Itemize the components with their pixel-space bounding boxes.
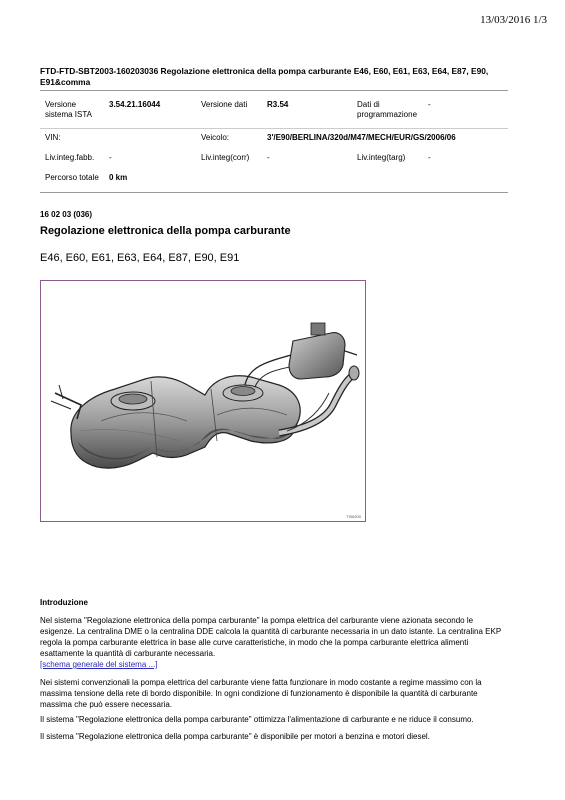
target-integration-label: Liv.integ(targ): [357, 153, 406, 162]
print-date: 13/03/2016 1/3: [480, 14, 547, 26]
section-code: 16 02 03 (036): [40, 210, 93, 219]
mileage-label: Percorso totale: [45, 173, 99, 182]
factory-integration-label: Liv.integ.fabb.: [45, 153, 95, 162]
programming-data-label: Dati di programmazione: [357, 100, 418, 119]
figure-label: TI06200: [346, 514, 361, 519]
intro-paragraph-2: Nei sistemi convenzionali la pompa elettrica del carburante viene fatta funzionare in modo costante a regime massimo con la massima tensione della rete di bordo disponibile. In ogni condizione di funzionamento è disponibile la quantità di carburante massima che può essere necessaria.: [40, 678, 482, 709]
info-row-version: [40, 100, 510, 124]
data-version-label: Versione dati: [201, 100, 248, 109]
info-row-integration: [40, 153, 510, 173]
fuel-tank-figure: [40, 280, 366, 522]
info-table: [40, 100, 510, 193]
intro-paragraph-3: Il sistema "Regolazione elettronica della pompa carburante" ottimizza l'alimentazione di carburante e ne riduce il consumo.: [40, 715, 474, 724]
intro-heading: Introduzione: [40, 598, 88, 607]
ista-version-label: Versione sistema ISTA: [45, 100, 92, 119]
section-title: Regolazione elettronica della pompa carburante: [40, 225, 291, 237]
document-title: FTD-FTD-SBT2003-160203036 Regolazione elettronica della pompa carburante E46, E60, E61, E63, E64, E87, E90, E91&comma: [40, 66, 489, 87]
schema-link-wrapper: [40, 659, 508, 670]
info-row-mileage: [40, 173, 510, 193]
info-row-vehicle: [40, 133, 510, 153]
vehicle-label: Veicolo:: [201, 133, 230, 142]
divider-top: [40, 90, 508, 91]
target-integration-value: -: [428, 153, 431, 162]
intro-paragraph-1: Nel sistema "Regolazione elettronica della pompa carburante" la pompa elettrica del carburante viene azionata secondo le esigenze. La centralina DME o la centralina DDE calcola la quantità di carburante necessaria in un dato istante. La centralina EKP regola la pompa carburante elettrica in base alle curve caratteristiche, in modo che la pompa carburante elettrica alimenti esattamente la quantità di carburante necessaria.: [40, 616, 502, 658]
factory-integration-value: -: [109, 153, 112, 162]
system-overview-link[interactable]: [schema generale del sistema ...]: [40, 660, 158, 669]
section-models: E46, E60, E61, E63, E64, E87, E90, E91: [40, 252, 240, 264]
vin-label: VIN:: [45, 133, 61, 142]
vehicle-value: 3'/E90/BERLINA/320d/M47/MECH/EUR/GS/2006/06: [267, 133, 456, 142]
mileage-value: 0 km: [109, 173, 128, 182]
ista-version-value: 3.54.21.16044: [109, 100, 161, 109]
current-integration-label: Liv.integ(corr): [201, 153, 250, 162]
fuel-tank-illustration: [41, 281, 365, 521]
info-divider: [40, 128, 508, 129]
divider-info-bottom: [40, 192, 508, 193]
programming-data-value: -: [428, 100, 431, 109]
current-integration-value: -: [267, 153, 270, 162]
data-version-value: R3.54: [267, 100, 289, 109]
intro-paragraph-4: Il sistema "Regolazione elettronica della pompa carburante" è disponibile per motori a benzina e motori diesel.: [40, 732, 430, 741]
